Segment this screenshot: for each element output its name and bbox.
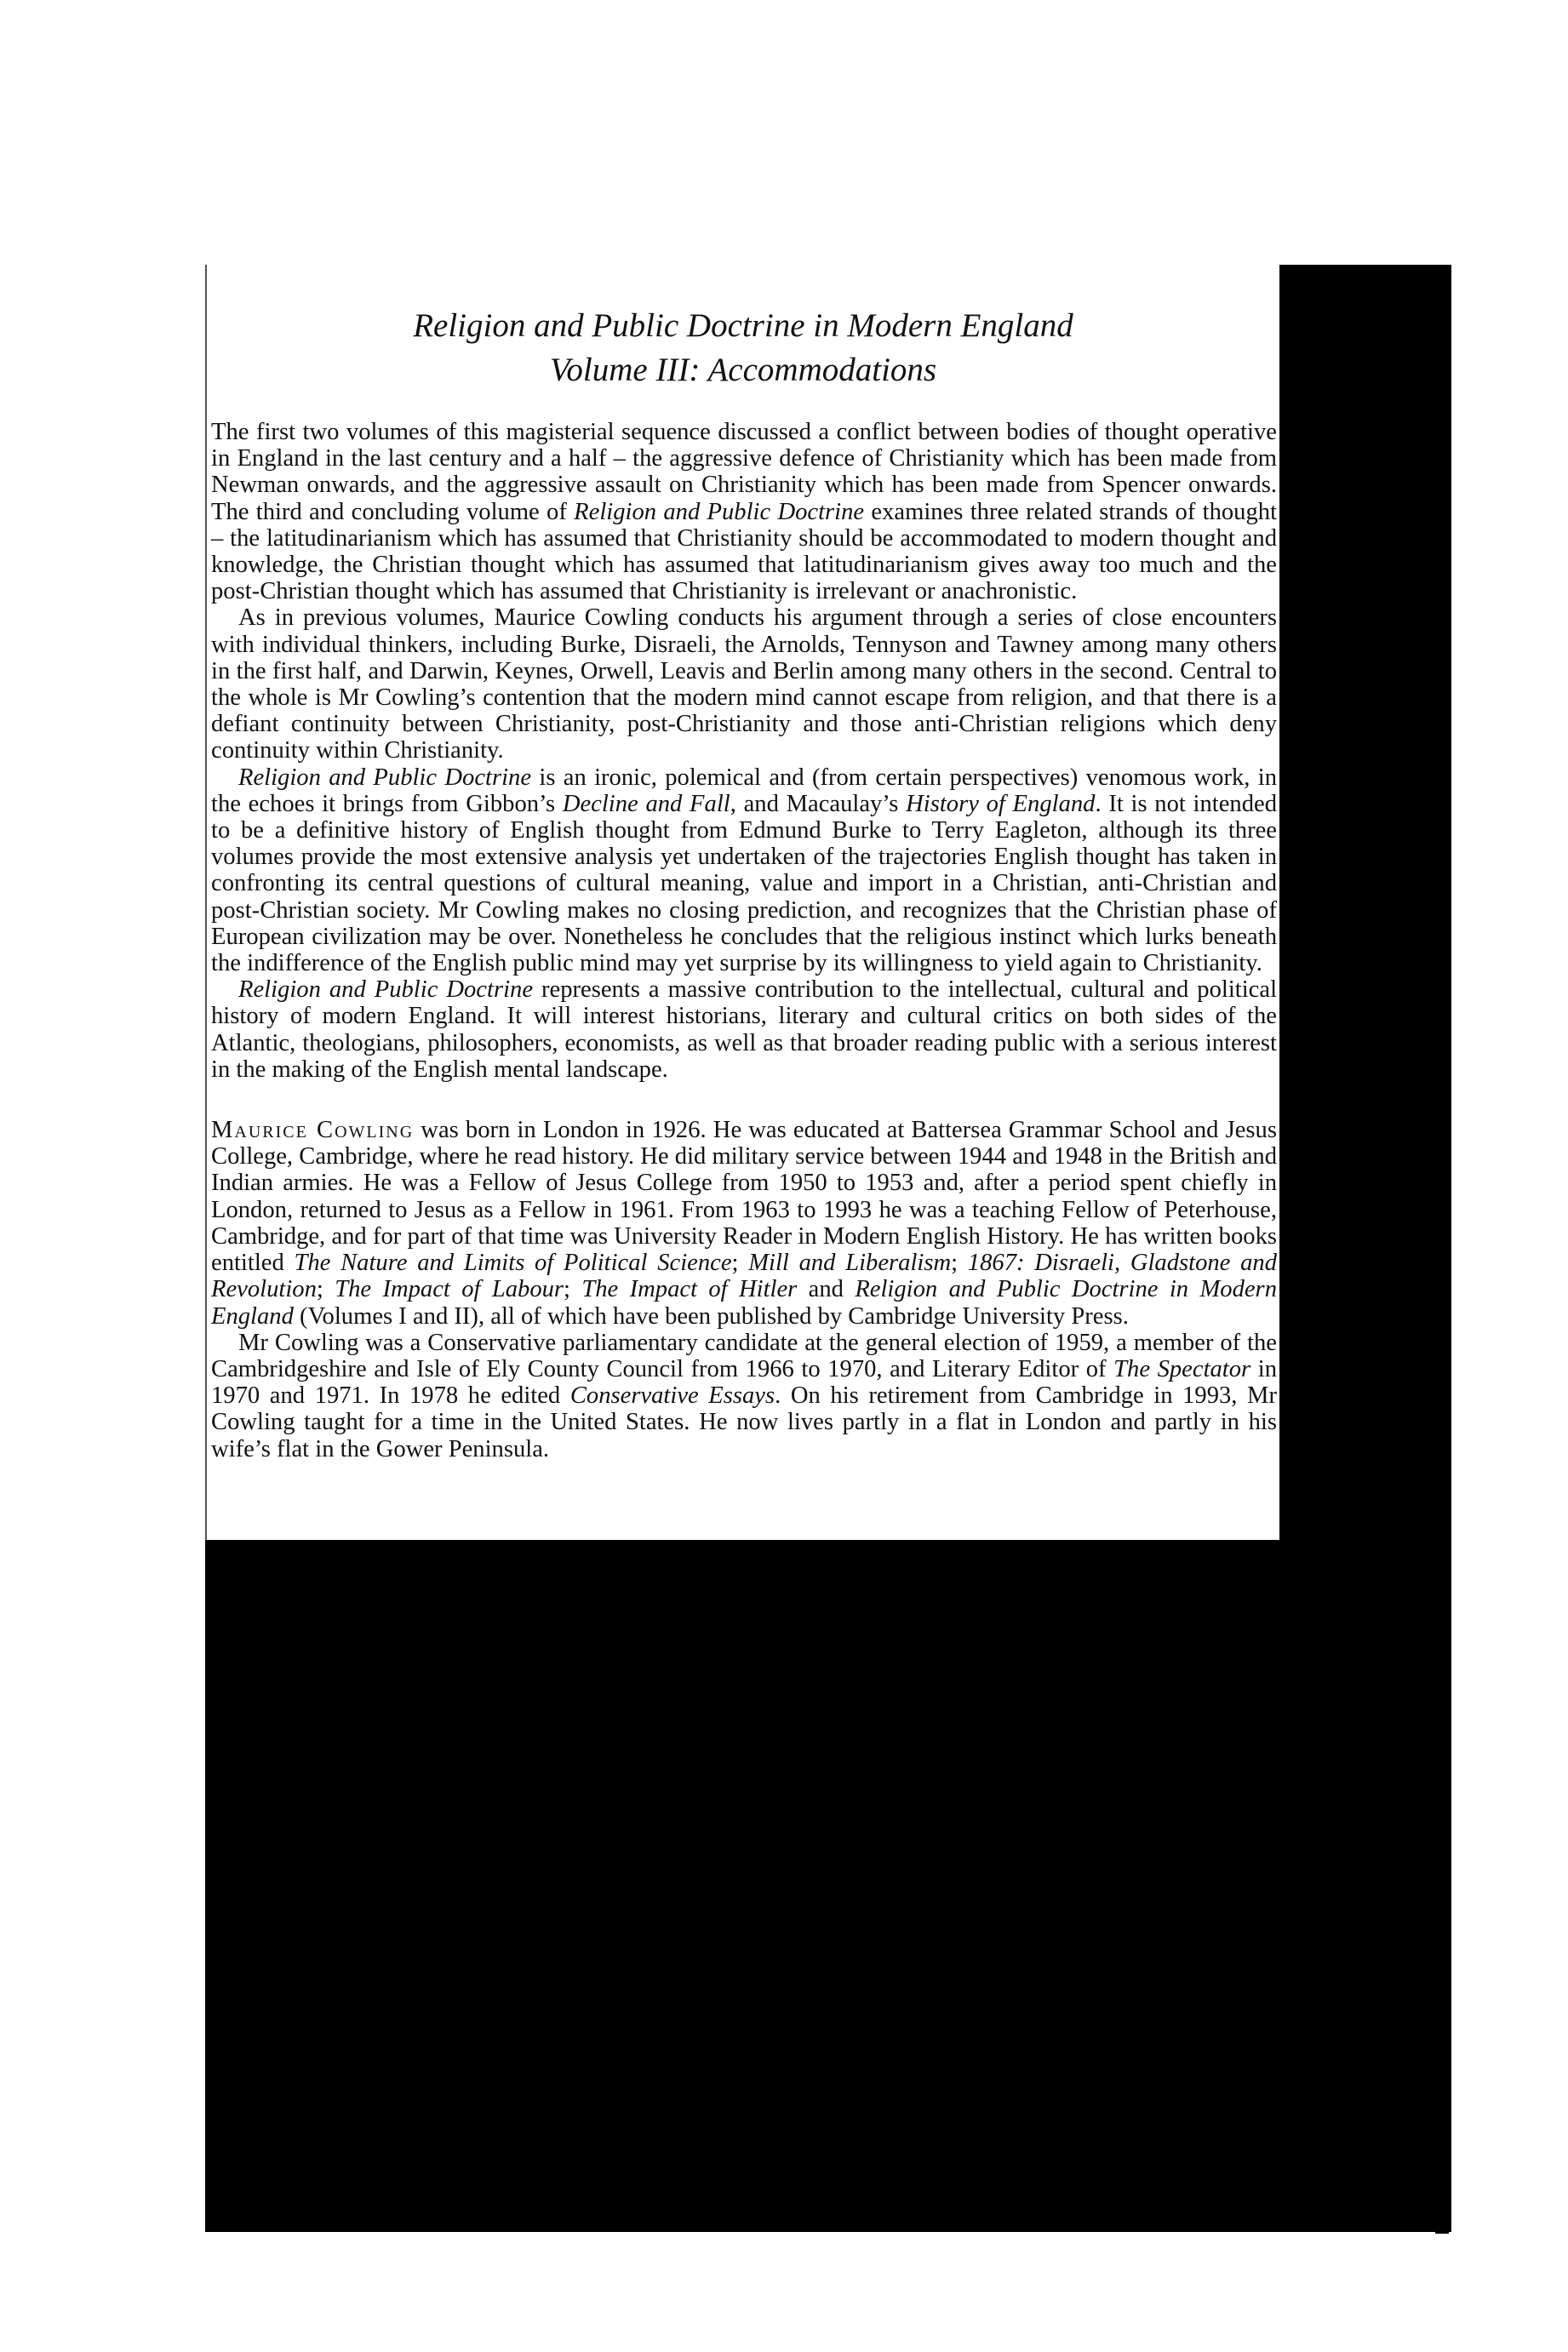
book-title (207, 304, 1279, 392)
blurb-paragraph-3: Religion and Public Doctrine is an ironic, polemical and (from certain perspectives) venomous work, in the echoes it brings from Gibbon’s Decline and Fall, and Macaulay’s History of England. It is not intended to be a definitive history of English thought from Edmund Burke to Terry Eagleton, although its three volumes provide the most extensive analysis yet undertaken of the trajectories English thought has taken in confronting its central questions of cultural meaning, value and import in a Christian, anti-Christian and post-Christian society. Mr Cowling makes no closing prediction, and recognizes that the Christian phase of European civilization may be over. Nonetheless he concludes that the religious instinct which lurks beneath the indifference of the English public mind may yet surprise by its willingness to yield again to Christianity. (211, 764, 1278, 977)
blurb-paragraph-2: As in previous volumes, Maurice Cowling conducts his argument through a series of close encounters with individual thinkers, including Burke, Disraeli, the Arnolds, Tennyson and Tawney among many others in the first half, and Darwin, Keynes, Orwell, Leavis and Berlin among many others in the second. Central to the whole is Mr Cowling’s contention that the modern mind cannot escape from religion, and that there is a defiant continuity between Christianity, post-Christianity and those anti-Christian religions which deny continuity within Christianity. (211, 604, 1277, 764)
blurb-paragraph-1: The first two volumes of this magisterial sequence discussed a conflict between bodies of thought operative in England in the last century and a half – the aggressive defence of Christianity which has been made from Newman onwards, and the aggressive assault on Christianity which has been made from Spencer onwards. The third and concluding volume of Religion and Public Doctrine examines three related strands of thought – the latitudinarianism which has assumed that Christianity should be accommodated to modern thought and knowledge, the Christian thought which has assumed that latitudinarianism gives away too much and the post-Christian thought which has assumed that Christianity is irrelevant or anachronistic. (211, 419, 1278, 605)
author-name: Maurice Cowling (211, 1117, 415, 1144)
blurb-text (211, 419, 1277, 1462)
crop-mark (1447, 2217, 1449, 2232)
blurb-paragraph-4: Religion and Public Doctrine represents a massive contribution to the intellectual, cultural and political history of modern England. It will interest historians, literary and cultural critics on both sides of the Atlantic, theologians, philosophers, economists, as well as that broader reading public with a serious interest in the making of the English mental landscape. (211, 976, 1278, 1083)
title-line-2: Volume III: Accommodations (549, 352, 937, 388)
author-bio-paragraph-1: Maurice Cowling was born in London in 1926. He was educated at Battersea Grammar School and Jesus College, Cambridge, where he read history. He did military service between 1944 and 1948 in the British and Indian armies. He was a Fellow of Jesus College from 1950 to 1953 and, after a period spent chiefly in London, returned to Jesus as a Fellow in 1961. From 1963 to 1993 he was a teaching Fellow of Peterhouse, Cambridge, and for part of that time was University Reader in Modern English History. He has written books entitled The Nature and Limits of Political Science; Mill and Liberalism; 1867: Disraeli, Gladstone and Revolution; The Impact of Labour; The Impact of Hitler and Religion and Public Doctrine in Modern England (Volumes I and II), all of which have been published by Cambridge University Press. (211, 1117, 1277, 1330)
title-line-1: Religion and Public Doctrine in Modern England (413, 307, 1073, 344)
scan-black-border-right (1279, 265, 1451, 2232)
scan-black-border-bottom (205, 1540, 1279, 2232)
author-bio-paragraph-2: Mr Cowling was a Conservative parliamentary candidate at the general election of 1959, a member of the Cambridgeshire and Isle of Ely County Council from 1966 to 1970, and Literary Editor of The Spectator in 1970 and 1971. In 1978 he edited Conservative Essays. On his retirement from Cambridge in 1993, Mr Cowling taught for a time in the United States. He now lives partly in a flat in London and partly in his wife’s flat in the Gower Peninsula. (211, 1329, 1278, 1462)
crop-mark-horizontal (1435, 2232, 1449, 2234)
